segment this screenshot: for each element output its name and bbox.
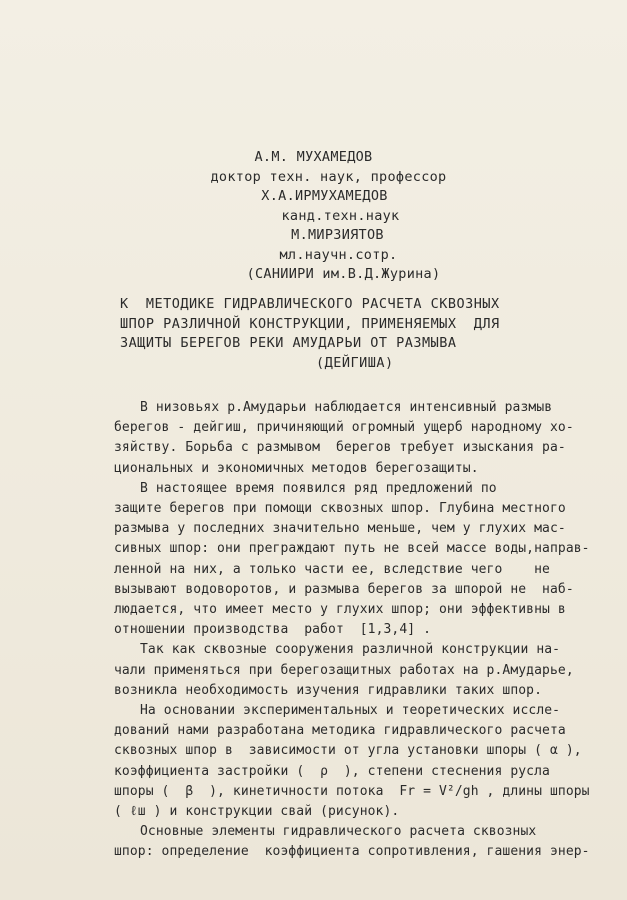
text-line: чали применяться при берегозащитных работах на р.Амударье, (114, 662, 574, 678)
author-affiliation: (САНИИРИ им.В.Д.Журина) (246, 266, 441, 282)
text-line: сквозных шпор в зависимости от угла установки шпоры ( α ), (114, 743, 582, 759)
text-line: ленной на них, а только части ее, вследствие чего не (114, 561, 550, 577)
text-line: отношении производства работ [1,3,4] . (114, 622, 432, 638)
author-name: А.М. МУХАМЕДОВ (254, 149, 373, 165)
text-line: шпоры ( β ), кинетичности потока Fr = V²/gh , длины шпоры (114, 783, 590, 799)
author-degree: доктор техн. наук, профессор (210, 168, 447, 185)
text-line: сивных шпор: они преграждают путь не всей массе воды,направ- (114, 541, 590, 557)
text-line: защите берегов при помощи сквозных шпор. Глубина местного (114, 501, 566, 517)
text-line: Основные элементы гидравлического расчета сквозных (140, 824, 537, 840)
text-line: шпор: определение коэффициента сопротивления, гашения энер- (114, 844, 590, 860)
title-line: ЗАЩИТЫ БЕРЕГОВ РЕКИ АМУДАРЬИ ОТ РАЗМЫВА (120, 335, 457, 351)
title-line: (ДЕЙГИША) (316, 354, 394, 371)
article-title (120, 295, 590, 373)
author-block (0, 148, 627, 285)
text-line: зяйству. Борьба с размывом берегов требует изыскания ра- (114, 440, 566, 456)
title-line: ШПОР РАЗЛИЧНОЙ КОНСТРУКЦИИ, ПРИМЕНЯЕМЫХ ДЛЯ (120, 315, 500, 332)
text-line: размыва у последних значительно меньше, чем у глухих мас- (114, 521, 566, 537)
paragraph (114, 640, 594, 701)
text-line: ( ℓш ) и конструкции свай (рисунок). (114, 804, 400, 820)
text-line: людается, что имеет место у глухих шпор; они эффективны в (114, 602, 566, 618)
paragraph (114, 822, 594, 862)
text-line: коэффициента застройки ( ρ ), степени стеснения русла (114, 763, 550, 779)
author-degree: канд.техн.наук (281, 207, 400, 224)
author-name: М.МИРЗИЯТОВ (291, 227, 384, 243)
text-line: вызывают водоворотов, и размыва берегов за шпорой не наб- (114, 581, 574, 597)
text-line: дований нами разработана методика гидравлического расчета (114, 723, 566, 739)
text-line: возникла необходимость изучения гидравлики таких шпор. (114, 682, 543, 698)
text-line: берегов - дейгиш, причиняющий огромный ущерб народному хо- (114, 420, 574, 436)
author-degree: мл.научн.сотр. (279, 246, 398, 263)
paragraph (114, 479, 594, 641)
paragraph (114, 701, 594, 822)
paragraph (114, 398, 594, 479)
title-line: К МЕТОДИКЕ ГИДРАВЛИЧЕСКОГО РАСЧЕТА СКВОЗНЫХ (120, 296, 500, 312)
article-body (114, 398, 594, 863)
text-line: В низовьях р.Амударьи наблюдается интенсивный размыв (140, 400, 553, 415)
text-line: циональных и экономичных методов берегозащиты. (114, 460, 479, 476)
text-line: Так как сквозные сооружения различной конструкции на- (140, 642, 561, 658)
text-line: В настоящее время появился ряд предложений по (140, 480, 497, 496)
text-line: На основании экспериментальных и теоретических иссле- (140, 703, 561, 719)
author-name: Х.А.ИРМУХАМЕДОВ (261, 188, 388, 204)
